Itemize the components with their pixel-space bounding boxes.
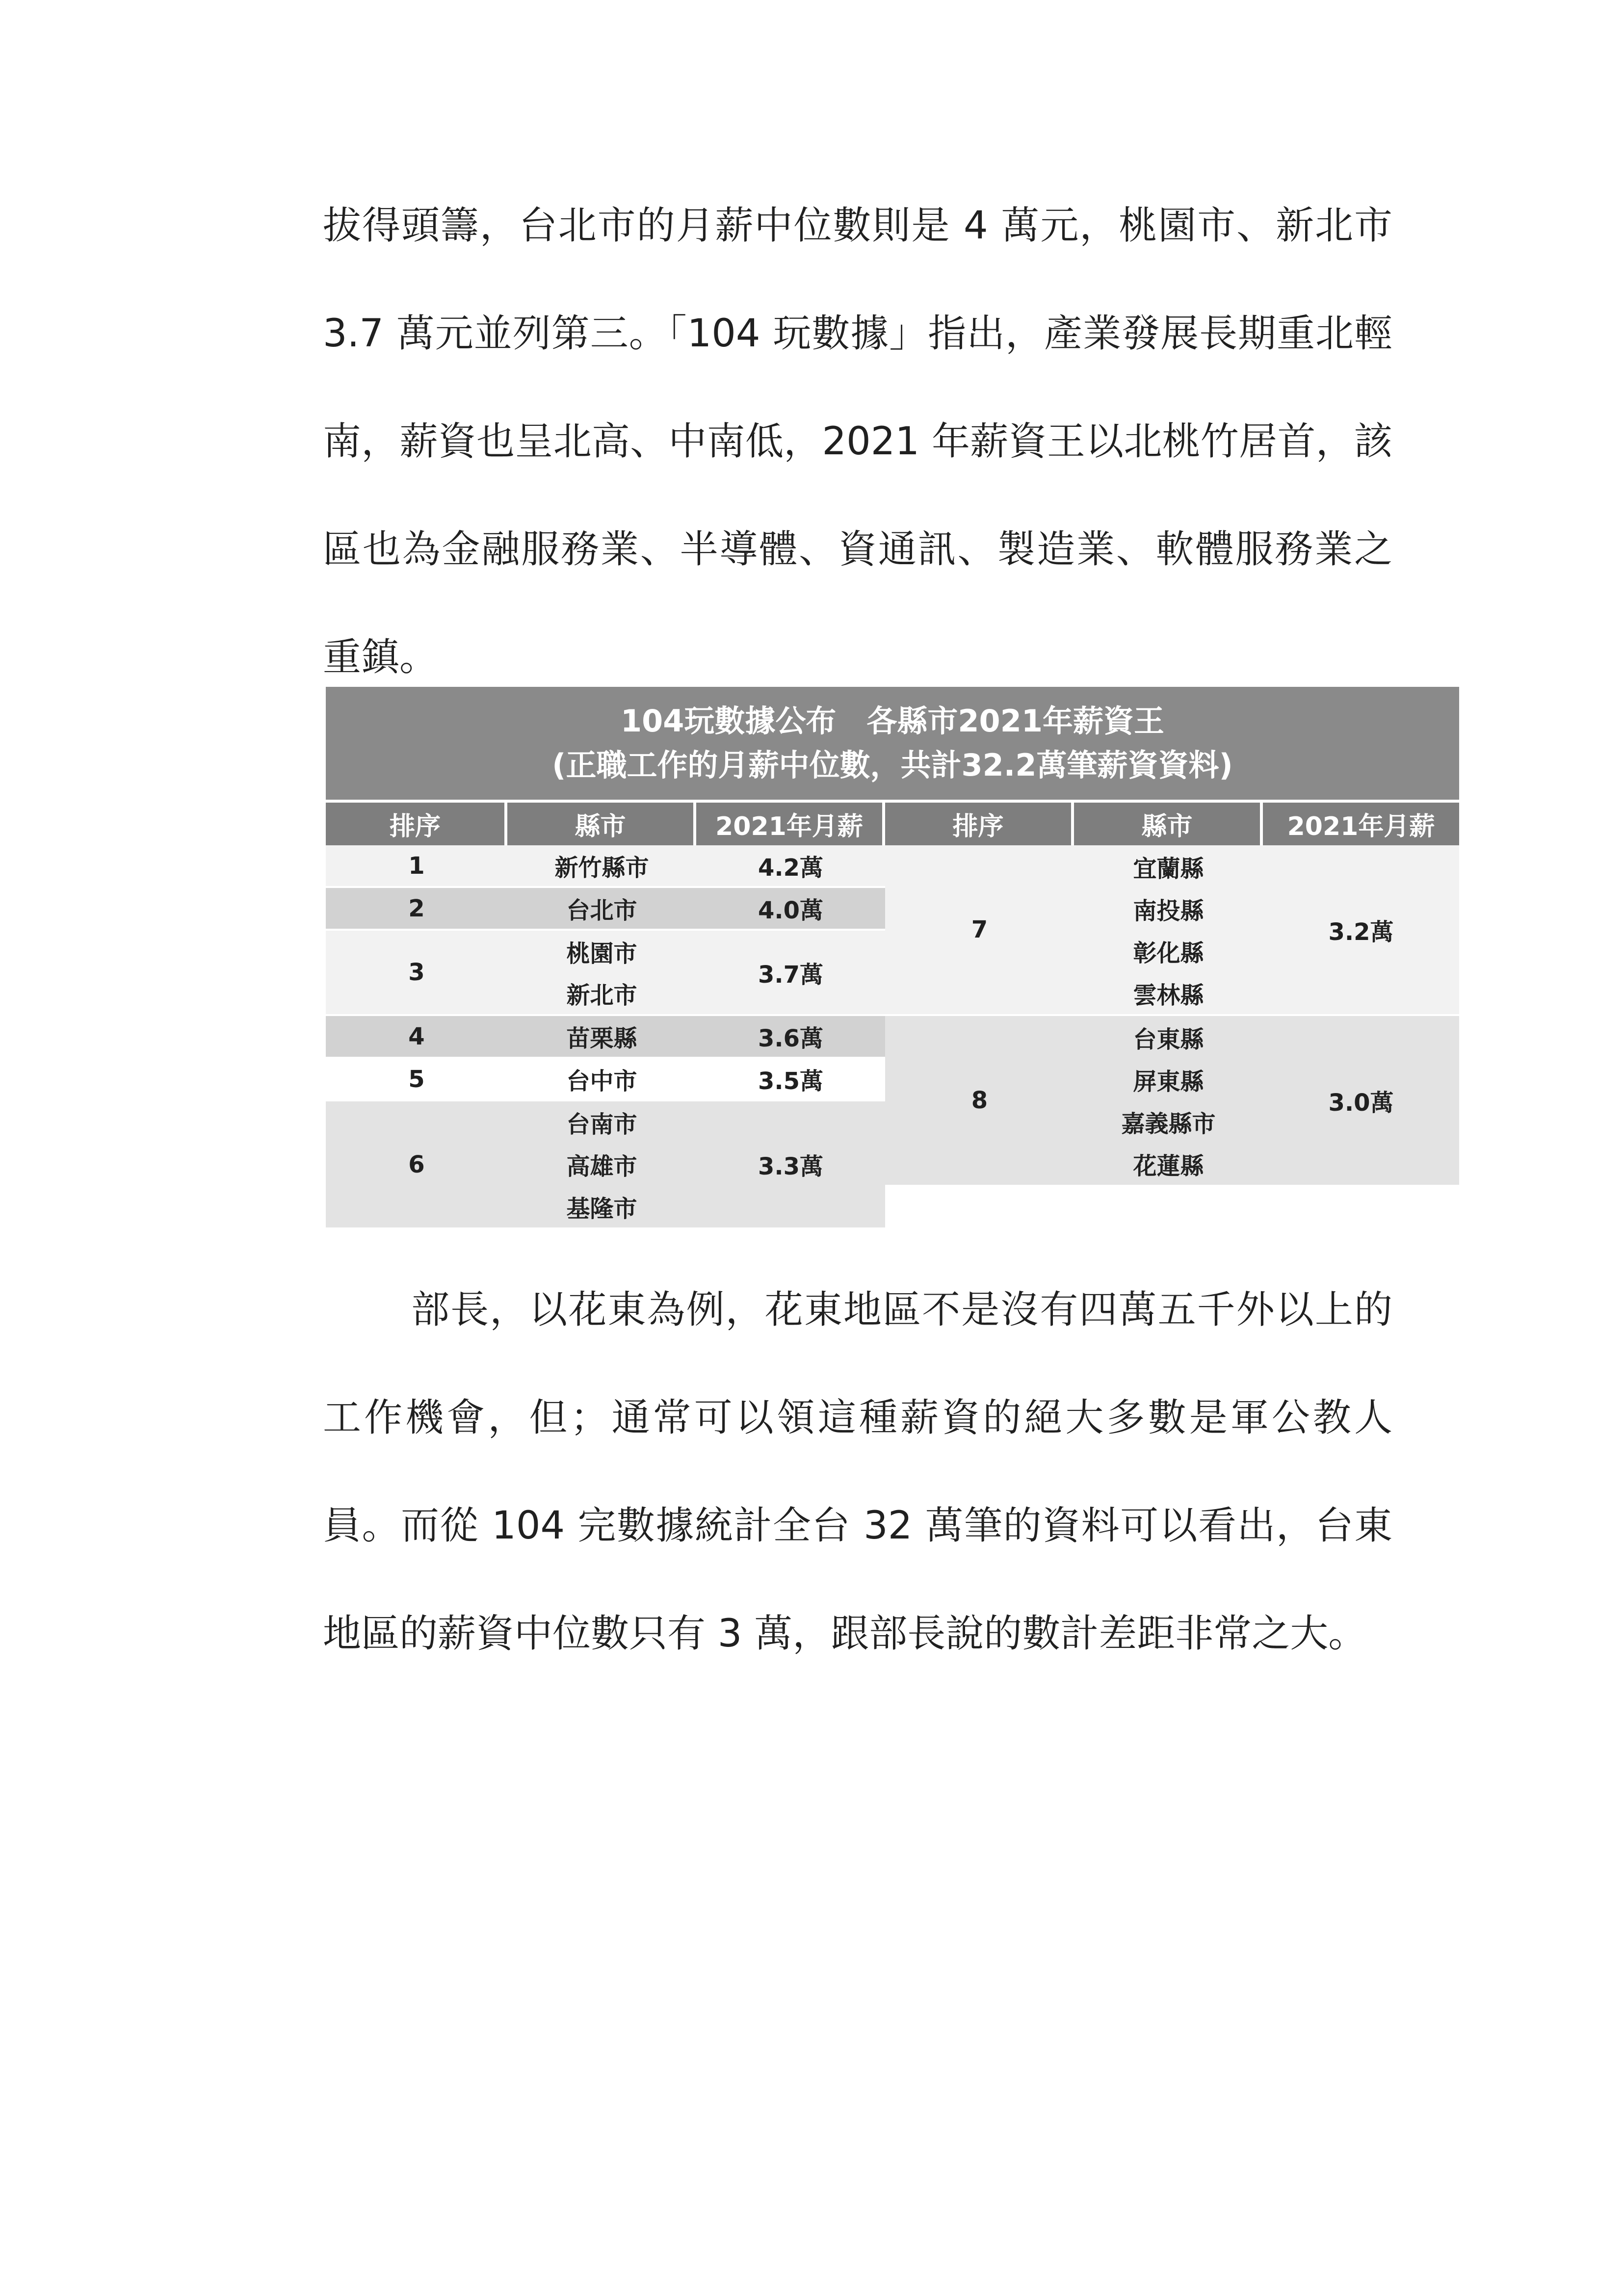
city-name: 基隆市	[566, 1195, 637, 1223]
body-paragraph-2: 部長，以花東為例，花東地區不是沒有四萬五千外以上的工作機會，但；通常可以領這種薪資的絕大多數是軍公教人員。而從 104 完數據統計全台 32 萬筆的資料可以看出，台東地區的薪資中位數只有 3 萬，跟部長說的數計差距非常之大。	[323, 1288, 1392, 1656]
rank-cell: 8	[885, 1016, 1074, 1187]
rank-cell: 7	[885, 845, 1074, 1016]
header-city-right: 縣市	[1074, 803, 1263, 845]
rank-cell: 3	[326, 931, 507, 1016]
body-paragraph-1: 拔得頭籌，台北市的月薪中位數則是 4 萬元，桃園市、新北市 3.7 萬元並列第三。「104 玩數據」指出，產業發展長期重北輕南，薪資也呈北高、中南低，2021 年薪資王以北桃竹居首，該區也為金融服務業、半導體、資通訊、製造業、軟體服務業之重鎮。	[323, 204, 1392, 679]
city-name: 台南市	[566, 1111, 637, 1139]
header-city-left: 縣市	[507, 803, 696, 845]
city-name: 宜蘭縣	[1133, 855, 1204, 883]
rank-cell: 1	[326, 845, 507, 888]
city-name: 台東縣	[1133, 1025, 1204, 1053]
salary-cell: 3.7萬	[696, 931, 885, 1016]
header-rank-left: 排序	[326, 803, 507, 845]
table-title	[326, 687, 1459, 803]
city-name: 雲林縣	[1133, 981, 1204, 1009]
city-name: 南投縣	[1133, 897, 1204, 925]
rank-cell: 4	[326, 1016, 507, 1059]
city-name: 花蓮縣	[1133, 1152, 1204, 1180]
salary-cell: 3.0萬	[1263, 1016, 1459, 1187]
header-rank-right: 排序	[885, 803, 1074, 845]
city-cell: 新竹縣市	[507, 845, 696, 888]
city-cell-group	[507, 931, 696, 1016]
city-name: 高雄市	[566, 1152, 637, 1180]
city-cell: 台北市	[507, 888, 696, 931]
salary-cell: 4.2萬	[696, 845, 885, 888]
salary-cell: 4.0萬	[696, 888, 885, 931]
salary-cell: 3.2萬	[1263, 845, 1459, 1016]
rank-cell: 6	[326, 1101, 507, 1229]
table-grid	[326, 803, 1459, 1229]
salary-cell: 3.3萬	[696, 1101, 885, 1229]
city-name: 屏東縣	[1133, 1068, 1204, 1096]
rank-cell: 5	[326, 1059, 507, 1101]
city-name: 彰化縣	[1133, 939, 1204, 967]
city-cell: 台中市	[507, 1059, 696, 1101]
city-name: 新北市	[566, 982, 637, 1009]
table-title-line-1: 104玩數據公布 各縣市2021年薪資王	[621, 703, 1164, 739]
header-salary-left: 2021年月薪	[696, 803, 885, 845]
city-name: 嘉義縣市	[1121, 1110, 1216, 1138]
city-name: 桃園市	[566, 940, 637, 967]
city-cell-group	[1074, 845, 1263, 1016]
salary-cell: 3.5萬	[696, 1059, 885, 1101]
city-cell: 苗栗縣	[507, 1016, 696, 1059]
rank-cell: 2	[326, 888, 507, 931]
city-cell-group	[507, 1101, 696, 1229]
salary-table	[326, 687, 1459, 1229]
header-salary-right: 2021年月薪	[1263, 803, 1459, 845]
table-title-line-2: (正職工作的月薪中位數，共計32.2萬筆薪資資料)	[552, 747, 1233, 783]
salary-cell: 3.6萬	[696, 1016, 885, 1059]
city-cell-group	[1074, 1016, 1263, 1187]
